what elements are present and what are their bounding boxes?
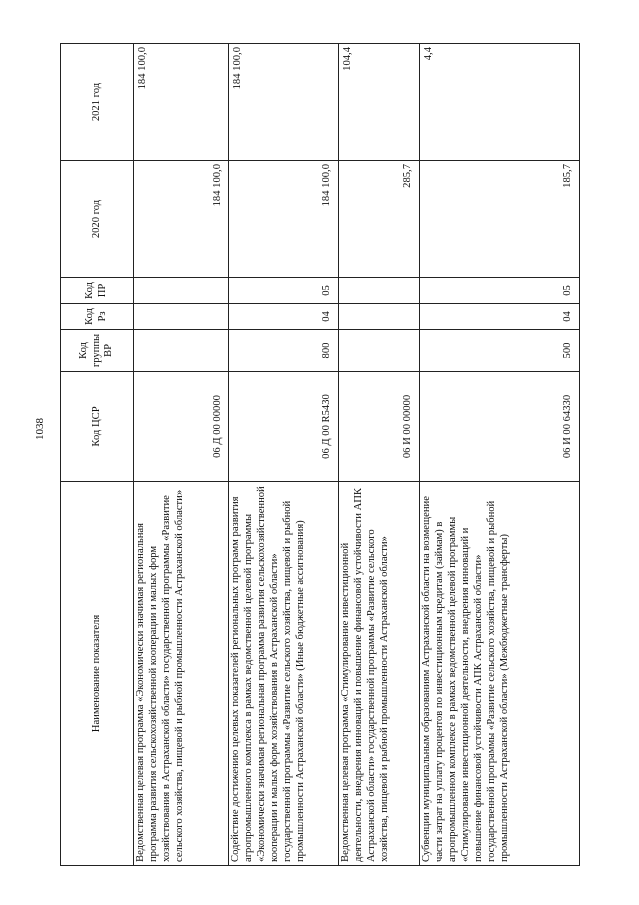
header-vr: Код группы ВР xyxy=(61,330,134,372)
row-2020: 184 100,0 xyxy=(134,161,229,278)
row-2020: 285,7 xyxy=(339,161,420,278)
row-pr xyxy=(339,278,420,304)
row-rz xyxy=(339,304,420,330)
row-2020: 184 100,0 xyxy=(229,161,339,278)
row-name: Ведомственная целевая программа «Стимулирование инвестиционной деятельности, внедрения инноваций и повышение финансовой устойчивости АПК Астраханской области» государственной программы «Развитие сельского хозяйства, пищевой и рыбной промышленности Астраханской области» xyxy=(339,482,420,866)
row-vr: 800 xyxy=(229,330,339,372)
row-2021: 184 100,0 xyxy=(134,44,229,161)
budget-table-container xyxy=(60,44,580,866)
row-2021: 104,4 xyxy=(339,44,420,161)
header-pr: Код ПР xyxy=(61,278,134,304)
row-pr: 05 xyxy=(229,278,339,304)
row-csr: 06 И 00 00000 xyxy=(339,372,420,482)
header-2021: 2021 год xyxy=(61,44,134,161)
row-pr xyxy=(134,278,229,304)
row-pr: 05 xyxy=(420,278,580,304)
table-row xyxy=(339,44,420,866)
row-2021: 184 100,0 xyxy=(229,44,339,161)
table-row xyxy=(229,44,339,866)
row-rz: 04 xyxy=(420,304,580,330)
row-csr: 06 Д 00 00000 xyxy=(134,372,229,482)
header-rz: Код Рз xyxy=(61,304,134,330)
row-csr: 06 И 00 64330 xyxy=(420,372,580,482)
header-2020: 2020 год xyxy=(61,161,134,278)
table-row xyxy=(134,44,229,866)
row-2020: 185,7 xyxy=(420,161,580,278)
row-name: Субвенции муниципальным образованиям Астраханской области на возмещение части затрат на уплату процентов по инвестиционным кредитам (займам) в агропромышленном комплексе в рамках ведомственной целевой программы «Стимулирование инвестиционной деятельности, внедрения инноваций и повышение финансовой устойчивости АПК Астраханской области» государственной программы «Развитие сельского хозяйства, пищевой и рыбной промышленности Астраханской области» (Межбюджетные трансферты) xyxy=(420,482,580,866)
row-name: Ведомственная целевая программа «Экономически значимая региональная программа развития сельскохозяйственной кооперации и малых форм хозяйствования в Астраханской области» государственной программы «Развитие сельского хозяйства, пищевой и рыбной промышленности Астраханской области» xyxy=(134,482,229,866)
table-header-row xyxy=(61,44,134,866)
page-number: 1038 xyxy=(34,418,46,440)
row-csr: 06 Д 00 R5430 xyxy=(229,372,339,482)
row-vr xyxy=(134,330,229,372)
budget-table xyxy=(60,43,580,866)
table-row xyxy=(420,44,580,866)
header-csr: Код ЦСР xyxy=(61,372,134,482)
row-vr xyxy=(339,330,420,372)
row-rz xyxy=(134,304,229,330)
header-name: Наименование показателя xyxy=(61,482,134,866)
row-vr: 500 xyxy=(420,330,580,372)
row-2021: 4,4 xyxy=(420,44,580,161)
row-name: Содействие достижению целевых показателей региональных программ развития агропромышленного комплекса в рамках ведомственной целевой программы «Экономически значимая региональная программа развития сельскохозяйственной кооперации и малых форм хозяйствования в Астраханской области» государственной программы «Развитие сельского хозяйства, пищевой и рыбной промышленности Астраханской области» (Иные бюджетные ассигнования) xyxy=(229,482,339,866)
row-rz: 04 xyxy=(229,304,339,330)
